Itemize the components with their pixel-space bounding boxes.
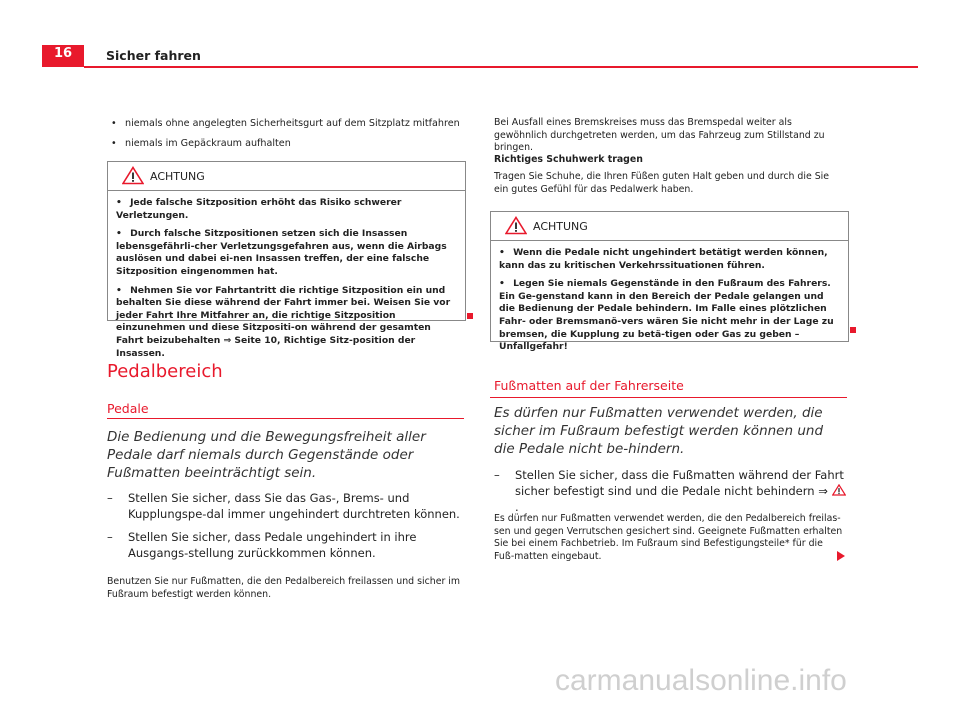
list-item-text: niemals ohne angelegten Sicherheitsgurt auf dem Sitzplatz mitfahren: [125, 118, 460, 129]
watermark: carmanualsonline.info: [555, 664, 847, 697]
warning-body: [108, 191, 465, 370]
note-text: Es dürfen nur Fußmatten verwendet werden, die den Pedalbereich freilas-sen und gegen Verrutschen gesichert sind. Geeignete Fußmatten erhalten Sie bei einem Fachbetrieb. Im Fußraum sind Befestigungsteile* für die Fuß-matten eingebaut.: [494, 513, 843, 562]
left-bullet-list: [111, 117, 466, 157]
continue-arrow-icon: [837, 551, 845, 561]
warning-item: • Nehmen Sie vor Fahrtantritt die richtige Sitzposition ein und behalten Sie diese während der Fahrt immer bei. Weisen Sie vor jeder Fahrt Ihre Mitfahrer an, die richtige Sitzposition einzunehmen und diese Sitzpositi-on während der gesamten Fahrt beizubehalten ⇒ Seite 10, Richtige Sitz-position der Insassen.: [116, 284, 451, 359]
dash-marker: –: [107, 491, 113, 505]
paragraph: Bei Ausfall eines Bremskreises muss das Bremspedal weiter als gewöhnlich durchgetreten werden, um das Fahrzeug zum Stillstand zu bringen.: [494, 117, 825, 154]
shoes-label: Richtiges Schuhwerk tragen: [494, 154, 643, 165]
warning-item: • Jede falsche Sitzposition erhöht das Risiko schwerer Verletzungen.: [116, 197, 402, 221]
warning-triangle-icon: [122, 166, 144, 185]
note-text: Benutzen Sie nur Fußmatten, die den Pedalbereich freilassen und sicher im Fußraum befestigt werden können.: [107, 576, 461, 600]
warning-item-text: Legen Sie niemals Gegenstände in den Fußraum des Fahrers. Ein Ge-genstand kann in den Bereich der Pedale gelangen und die Bedienung der Pedale behindern. Im Falle eines plötzlichen Fahr- oder Bremsmanö-vers wären Sie nicht mehr in der Lage zu bremsen, die Kupplung zu betä-tigen oder Gas zu geben – Unfallgefahr!: [499, 278, 834, 353]
warning-item-text: Durch falsche Sitzpositionen setzen sich die Insassen lebensgefährli-cher Verletzungsgefahren aus, wenn die Airbags auslösen und dabei ei-nen Insassen treffen, der eine falsche Sitzposition eingenommen hat.: [116, 228, 447, 277]
list-item: [107, 490, 467, 522]
list-item-body: Stellen Sie sicher, dass die Fußmatten während der Fahrt sicher befestigt sind und die Pedale nicht behindern ⇒: [515, 468, 844, 498]
warning-item-text: Wenn die Pedale nicht ungehindert betätigt werden können, kann das zu kritischen Verkehrssituationen führen.: [499, 247, 828, 271]
list-item: • niemals im Gepäckraum aufhalten: [111, 138, 291, 149]
section-heading: Pedalbereich: [107, 361, 223, 382]
page-number: 16: [53, 46, 73, 61]
list-item: • niemals ohne angelegten Sicherheitsgurt auf dem Sitzplatz mitfahren: [111, 118, 460, 129]
list-item: [494, 467, 849, 515]
header-rule: [84, 66, 918, 68]
dash-marker: –: [494, 468, 500, 482]
warning-box-seating: [107, 161, 466, 359]
warning-item-text: Nehmen Sie vor Fahrtantritt die richtige Sitzposition ein und behalten Sie diese während der Fahrt immer bei. Weisen Sie vor jeder Fahrt Ihre Mitfahrer an, die richtige Sitzposition einzunehmen und diese Sitzpositi-on während der gesamten Fahrt beizubehalten ⇒ Seite 10, Richtige Sitz-position der Insassen.: [116, 284, 451, 359]
warning-item-text: Jede falsche Sitzposition erhöht das Risiko schwerer Verletzungen.: [116, 197, 402, 221]
warning-reference-icon[interactable]: [832, 484, 846, 496]
sub-heading-rule: [107, 418, 464, 419]
intro-text: Die Bedienung und die Bewegungsfreiheit aller Pedale darf niemals durch Gegenstände oder Fußmatten beeinträchtigt sein.: [107, 429, 426, 481]
sub-heading: Fußmatten auf der Fahrerseite: [494, 378, 684, 393]
list-item-text: niemals im Gepäckraum aufhalten: [125, 138, 291, 149]
list-item-text: Stellen Sie sicher, dass Sie das Gas-, Brems- und Kupplungspe-dal immer ungehindert durchtreten können.: [128, 491, 460, 521]
sub-heading: Pedale: [107, 401, 149, 416]
warning-item: • Legen Sie niemals Gegenstände in den Fußraum des Fahrers. Ein Ge-genstand kann in den Bereich der Pedale gelangen und die Bedienung der Pedale behindern. Im Falle eines plötzlichen Fahr- oder Bremsmanö-vers wären Sie nicht mehr in der Lage zu bremsen, die Kupplung zu betä-tigen oder Gas zu geben – Unfallgefahr!: [499, 278, 834, 353]
warning-box-pedals: [490, 211, 849, 353]
section-end-marker: [467, 313, 473, 319]
section-end-marker: [850, 327, 856, 333]
list-item-text: Stellen Sie sicher, dass die Fußmatten während der Fahrt sicher befestigt sind und die Pedale nicht behindern ⇒ .: [515, 468, 844, 514]
list-item: [107, 529, 467, 561]
list-item-text: Stellen Sie sicher, dass Pedale ungehindert in ihre Ausgangs-stellung zurückkommen können.: [128, 530, 417, 560]
warning-triangle-icon: [505, 216, 527, 235]
dash-marker: –: [107, 530, 113, 544]
sub-heading-rule: [490, 397, 847, 398]
warning-header: [108, 162, 465, 191]
warning-body: [491, 241, 848, 364]
warning-item: • Wenn die Pedale nicht ungehindert betätigt werden können, kann das zu kritischen Verkehrssituationen führen.: [499, 247, 828, 271]
warning-header: [491, 212, 848, 241]
section-title: Sicher fahren: [106, 48, 201, 63]
warning-title: ACHTUNG: [150, 170, 205, 183]
warning-item: • Durch falsche Sitzpositionen setzen sich die Insassen lebensgefährli-cher Verletzungsgefahren aus, wenn die Airbags auslösen und dabei ei-nen Insassen treffen, der eine falsche Sitzposition eingenommen hat.: [116, 228, 447, 277]
warning-title: ACHTUNG: [533, 220, 588, 233]
paragraph: Tragen Sie Schuhe, die Ihren Füßen guten Halt geben und durch die Sie ein gutes Gefühl für das Pedalwerk haben.: [494, 171, 830, 195]
intro-text: Es dürfen nur Fußmatten verwendet werden, die sicher im Fußraum befestigt werden können und die Pedale nicht be-hindern.: [494, 405, 824, 457]
